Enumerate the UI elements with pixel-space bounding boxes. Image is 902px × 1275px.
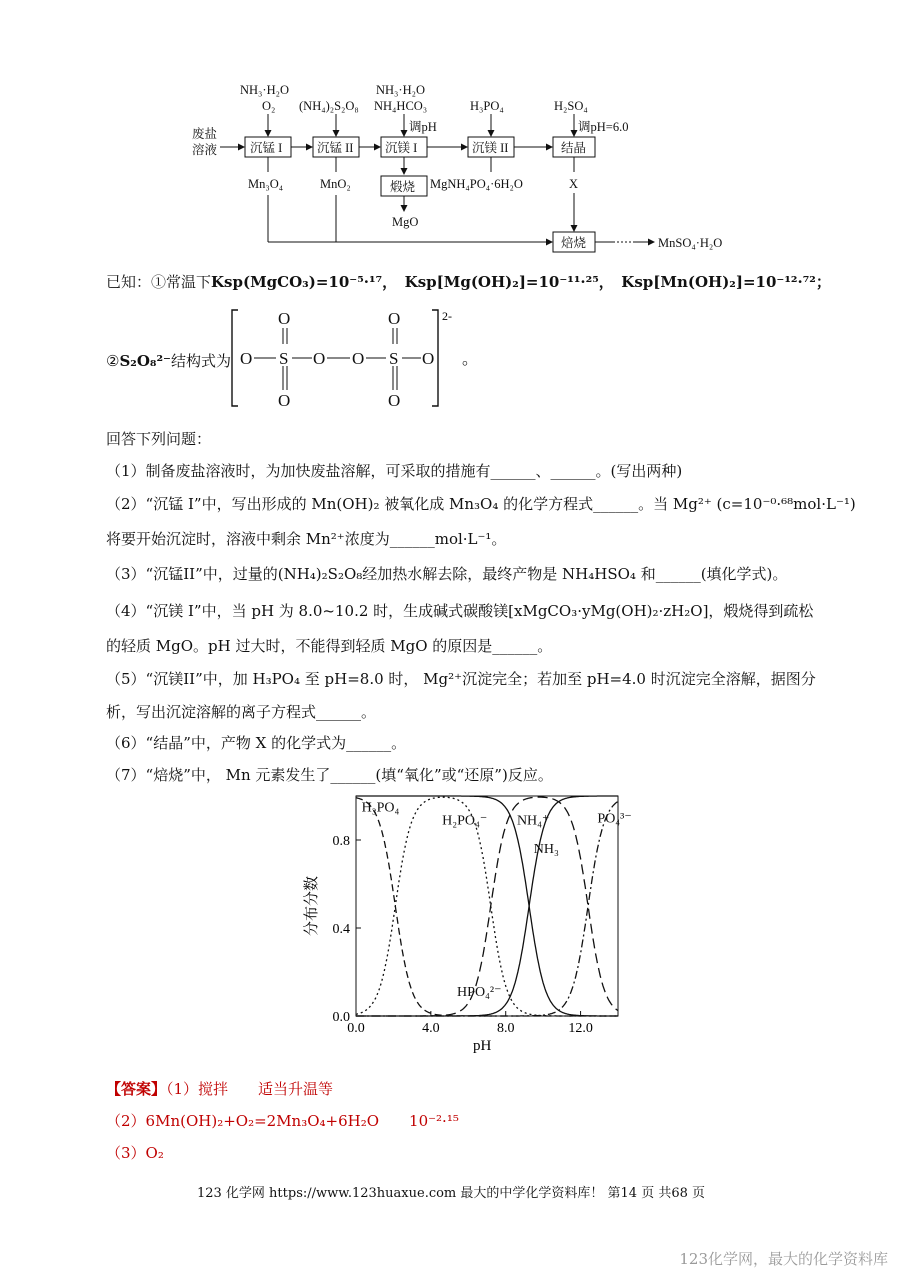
question-1: （1）制备废盐溶液时，为加快废盐溶解，可采取的措施有______、______。(写出两种) xyxy=(106,462,683,480)
question-5a: （5）“沉镁II”中，加 H₃PO₄ 至 pH=8.0 时， Mg²⁺沉淀完全；若加至 pH=4.0 时沉淀完全溶解，据图分 xyxy=(106,670,816,688)
series-label-0: H₃PO₄ xyxy=(361,800,400,816)
box-roast xyxy=(553,232,595,252)
reagent-3a: NH₃·H₂O xyxy=(376,83,425,97)
reagent-3c: 调pH xyxy=(409,120,437,134)
series-label-2: HPO₄²⁻ xyxy=(457,985,502,1001)
reagent-5b: 调pH=6.0 xyxy=(578,120,629,134)
svg-text:O: O xyxy=(388,391,401,410)
box-chen-mei-1 xyxy=(381,137,427,157)
end-period: 。 xyxy=(462,351,479,368)
question-4a: （4）“沉镁 I”中，当 pH 为 8.0~10.2 时，生成碱式碳酸镁[xMgCO₃·yMg(OH)₂·zH₂O]，煅烧得到疏松 xyxy=(106,602,814,620)
product-mno2: MnO₂ xyxy=(320,177,351,191)
reagent-5a: H₂SO₄ xyxy=(554,99,588,113)
peroxydisulfate-structure xyxy=(226,306,479,410)
question-2b: 将要开始沉淀时，溶液中剩余 Mn²⁺浓度为______mol·L⁻¹。 xyxy=(106,530,507,548)
answer-label: 【答案】 xyxy=(106,1080,167,1098)
reagent-3b: NH₄HCO₃ xyxy=(374,99,428,113)
process-flow-diagram xyxy=(180,80,760,260)
box-chen-meng-1 xyxy=(245,137,291,157)
series-label-4: NH₄⁺ xyxy=(516,813,550,829)
distribution-chart xyxy=(296,790,632,1065)
x-tick-label: 8.0 xyxy=(496,1021,515,1036)
y-tick-label: 0.4 xyxy=(332,922,350,937)
svg-text:结晶: 结晶 xyxy=(561,141,587,155)
answer-3: （3）O₂ xyxy=(106,1144,164,1162)
svg-text:O: O xyxy=(278,309,291,328)
svg-text:S: S xyxy=(389,349,399,368)
svg-text:O: O xyxy=(313,349,326,368)
answer-2: （2）6Mn(OH)₂+O₂=2Mn₃O₄+6H₂O 10⁻²·¹⁵ xyxy=(106,1112,459,1130)
question-2a: （2）“沉锰 I”中，写出形成的 Mn(OH)₂ 被氧化成 Mn₃O₄ 的化学方程式______。当 Mg²⁺ (c=10⁻⁰·⁶⁸mol·L⁻¹) xyxy=(106,495,856,513)
svg-text:O: O xyxy=(278,391,291,410)
questions-intro: 回答下列问题： xyxy=(106,430,212,448)
x-tick-label: 12.0 xyxy=(568,1021,593,1036)
svg-text:沉锰 I: 沉锰 I xyxy=(250,141,283,155)
svg-text:O: O xyxy=(240,349,253,368)
final-product: MnSO₄·H₂O xyxy=(658,236,723,250)
box-crystallize xyxy=(553,137,595,157)
watermark: 123化学网，最大的化学资料库 xyxy=(679,1250,888,1268)
product-x: X xyxy=(569,177,579,191)
feed-line-1: 废盐 xyxy=(192,127,218,141)
series-label-3: PO₄³⁻ xyxy=(597,811,632,827)
x-tick-label: 0.0 xyxy=(347,1021,365,1036)
svg-text:沉锰 II: 沉锰 II xyxy=(317,141,354,155)
svg-text:O: O xyxy=(388,309,401,328)
charge-label: 2- xyxy=(442,309,452,323)
svg-text:煅烧: 煅烧 xyxy=(390,180,416,194)
question-4b: 的轻质 MgO。pH 过大时，不能得到轻质 MgO 的原因是______。 xyxy=(106,637,553,655)
svg-text:O: O xyxy=(422,349,435,368)
y-tick-label: 0.0 xyxy=(332,1010,350,1025)
box-calcine xyxy=(381,176,427,196)
answer-1: 【答案】（1）搅拌 适当升温等 xyxy=(106,1080,334,1098)
series-label-5: NH₃ xyxy=(533,842,559,858)
reagent-2: (NH₄)₂S₂O₈ xyxy=(299,99,359,113)
svg-text:沉镁 II: 沉镁 II xyxy=(472,141,509,155)
question-7: （7）“焙烧”中， Mn 元素发生了______(填“氧化”或“还原”)反应。 xyxy=(106,766,553,784)
svg-text:沉镁 I: 沉镁 I xyxy=(385,141,418,155)
reagent-4: H₃PO₄ xyxy=(470,99,504,113)
box-chen-mei-2 xyxy=(468,137,514,157)
feed-line-2: 溶液 xyxy=(192,143,218,157)
known-line-2: ②S₂O₈²⁻结构式为 xyxy=(106,352,231,370)
box-chen-meng-2 xyxy=(313,137,359,157)
x-axis-label: pH xyxy=(473,1038,492,1054)
reagent-1a: NH₃·H₂O xyxy=(240,83,289,97)
page-footer: 123 化学网 https://www.123huaxue.com 最大的中学化学资料库！ 第14 页 共68 页 xyxy=(196,1186,706,1201)
svg-text:焙烧: 焙烧 xyxy=(561,236,587,250)
x-tick-label: 4.0 xyxy=(422,1021,440,1036)
product-mgo: MgO xyxy=(392,215,419,229)
product-mn3o4: Mn₃O₄ xyxy=(248,177,284,191)
svg-text:O: O xyxy=(352,349,365,368)
series-label-1: H₂PO₄⁻ xyxy=(442,813,488,829)
known-line-1: 已知：①常温下Ksp(MgCO₃)=10⁻⁵·¹⁷， Ksp[Mg(OH)₂]=10⁻¹¹·²⁵， Ksp[Mn(OH)₂]=10⁻¹²·⁷²； xyxy=(106,273,831,291)
y-axis-label: 分布分数 xyxy=(304,875,320,937)
series-line-1 xyxy=(356,797,618,1016)
question-6: （6）“结晶”中，产物 X 的化学式为______。 xyxy=(106,734,407,752)
question-3: （3）“沉锰II”中，过量的(NH₄)₂S₂O₈经加热水解去除，最终产物是 NH₄HSO₄ 和______(填化学式)。 xyxy=(106,565,788,583)
y-tick-label: 0.8 xyxy=(332,834,350,849)
question-5b: 析，写出沉淀溶解的离子方程式______。 xyxy=(106,703,377,721)
svg-text:S: S xyxy=(279,349,289,368)
product-struvite: MgNH₄PO₄·6H₂O xyxy=(430,177,523,191)
reagent-1b: O₂ xyxy=(262,99,276,113)
